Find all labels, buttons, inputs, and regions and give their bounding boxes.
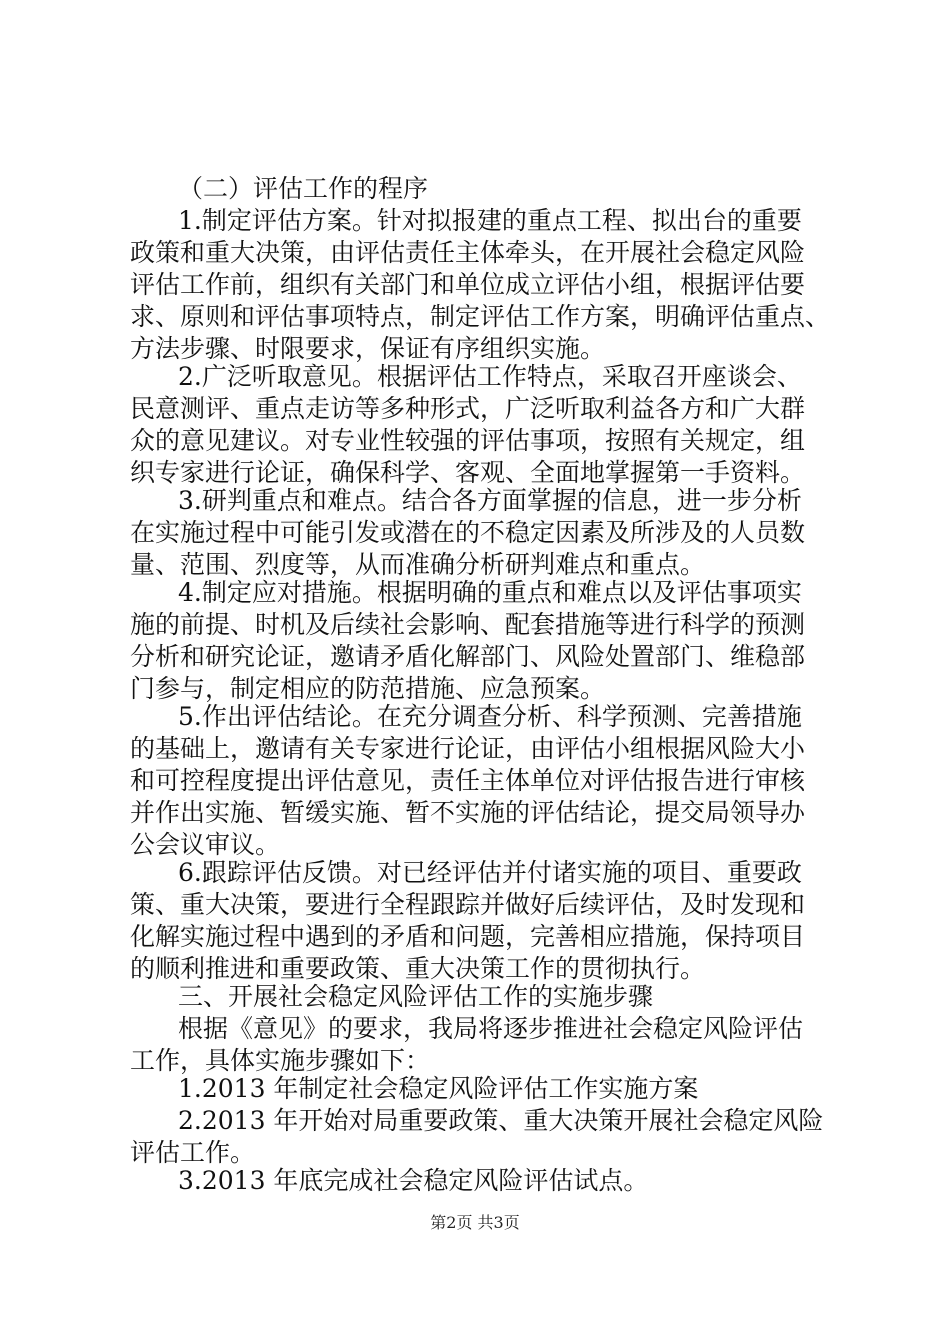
paragraph-line: 4.制定应对措施。根据明确的重点和难点以及评估事项实 (178, 578, 802, 607)
paragraph-line: 施的前提、时机及后续社会影响、配套措施等进行科学的预测 (130, 610, 806, 639)
paragraph-line: 工作，具体实施步骤如下： (130, 1046, 431, 1075)
paragraph-line: 政策和重大决策，由评估责任主体牵头，在开展社会稳定风险 (130, 238, 806, 267)
step-item: 2.2013 年开始对局重要政策、重大决策开展社会稳定风险 (178, 1106, 824, 1135)
section-heading-procedure: （二）评估工作的程序 (178, 174, 429, 203)
paragraph-line: 3.研判重点和难点。结合各方面掌握的信息，进一步分析 (178, 486, 802, 515)
paragraph-line: 化解实施过程中遇到的矛盾和问题，完善相应措施，保持项目 (130, 922, 806, 951)
paragraph-line: 分析和研究论证，邀请矛盾化解部门、风险处置部门、维稳部 (130, 642, 806, 671)
paragraph-line: 和可控程度提出评估意见，责任主体单位对评估报告进行审核 (130, 766, 806, 795)
paragraph-line: 6.跟踪评估反馈。对已经评估并付诸实施的项目、重要政 (178, 858, 802, 887)
paragraph-line: 民意测评、重点走访等多种形式，广泛听取利益各方和广大群 (130, 394, 806, 423)
paragraph-line: 的顺利推进和重要政策、重大决策工作的贯彻执行。 (130, 954, 706, 983)
paragraph-line: 公会议审议。 (130, 830, 281, 859)
paragraph-line: 的基础上，邀请有关专家进行论证，由评估小组根据风险大小 (130, 734, 806, 763)
paragraph-line: 方法步骤、时限要求，保证有序组织实施。 (130, 334, 606, 363)
paragraph-line: 门参与，制定相应的防范措施、应急预案。 (130, 674, 606, 703)
paragraph-line: 并作出实施、暂缓实施、暂不实施的评估结论，提交局领导办 (130, 798, 806, 827)
step-item: 1.2013 年制定社会稳定风险评估工作实施方案 (178, 1074, 699, 1103)
paragraph-line: 根据《意见》的要求，我局将逐步推进社会稳定风险评估 (178, 1014, 804, 1043)
paragraph-line: 评估工作前，组织有关部门和单位成立评估小组，根据评估要 (130, 270, 806, 299)
paragraph-line: 求、原则和评估事项特点，制定评估工作方案，明确评估重点、 (130, 302, 831, 331)
paragraph-line: 众的意见建议。对专业性较强的评估事项，按照有关规定，组 (130, 426, 806, 455)
paragraph-line: 量、范围、烈度等，从而准确分析研判难点和重点。 (130, 550, 706, 579)
step-item: 3.2013 年底完成社会稳定风险评估试点。 (178, 1166, 649, 1195)
paragraph-line: 5.作出评估结论。在充分调查分析、科学预测、完善措施 (178, 702, 802, 731)
paragraph-line: 在实施过程中可能引发或潜在的不稳定因素及所涉及的人员数 (130, 518, 806, 547)
paragraph-line: 评估工作。 (130, 1138, 256, 1167)
paragraph-line: 策、重大决策，要进行全程跟踪并做好后续评估，及时发现和 (130, 890, 806, 919)
paragraph-line: 2.广泛听取意见。根据评估工作特点，采取召开座谈会、 (178, 362, 802, 391)
paragraph-line: 1.制定评估方案。针对拟报建的重点工程、拟出台的重要 (178, 206, 802, 235)
paragraph-line: 织专家进行论证，确保科学、客观、全面地掌握第一手资料。 (130, 458, 806, 487)
section-heading-implementation: 三、开展社会稳定风险评估工作的实施步骤 (178, 982, 654, 1011)
page-number-footer: 第2页 共3页 (430, 1213, 520, 1232)
